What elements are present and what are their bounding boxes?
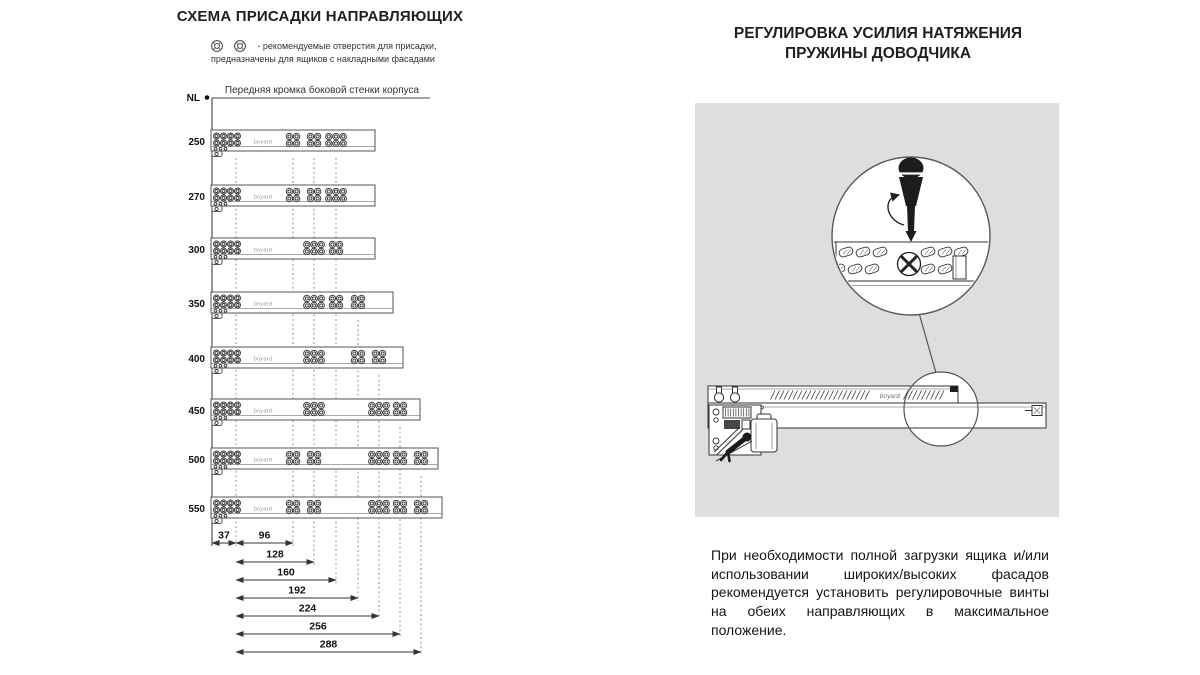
dimension-224 bbox=[236, 603, 379, 617]
right-title-line2: ПРУЖИНЫ ДОВОДЧИКА bbox=[784, 45, 972, 62]
slide-length-label: 400 bbox=[188, 354, 205, 365]
dimension-288 bbox=[236, 639, 421, 653]
upper-rail bbox=[708, 386, 958, 403]
brand-logo: boyard bbox=[253, 356, 273, 363]
adjustment-illustration bbox=[695, 103, 1059, 517]
slide-row-250 bbox=[188, 130, 375, 157]
brand-logo: boyard bbox=[253, 139, 273, 146]
slide-length-label: 350 bbox=[188, 299, 205, 310]
brand-logo: boyard bbox=[253, 457, 273, 464]
brand-logo: boyard bbox=[253, 247, 273, 254]
dimension-label: 288 bbox=[319, 638, 338, 651]
brand-logo: boyard bbox=[879, 394, 901, 400]
dimension-label: 192 bbox=[288, 584, 306, 597]
dimension-128 bbox=[236, 549, 314, 563]
slide-length-label: 300 bbox=[188, 245, 205, 256]
slide-length-label: 270 bbox=[188, 192, 205, 203]
slide-length-label: 450 bbox=[188, 406, 205, 417]
latch-block bbox=[724, 420, 740, 429]
brand-logo: boyard bbox=[253, 408, 273, 415]
dimension-label: 160 bbox=[277, 566, 295, 579]
slide-row-270 bbox=[188, 185, 375, 212]
dimension-37 bbox=[212, 530, 236, 544]
dimension-label: 224 bbox=[298, 602, 317, 615]
damper-housing bbox=[751, 419, 777, 452]
nl-bullet bbox=[205, 95, 210, 100]
legend-text-1: - рекомендуемые отверстия для присадки, bbox=[257, 41, 437, 51]
front-edge-label: Передняя кромка боковой стенки корпуса bbox=[224, 85, 420, 96]
dimension-192 bbox=[236, 585, 358, 599]
left-section-title: СХЕМА ПРИСАДКИ НАПРАВЛЯЮЩИХ bbox=[176, 8, 464, 25]
slide-row-400 bbox=[188, 347, 403, 374]
slide-row-500 bbox=[188, 448, 438, 475]
dimension-160 bbox=[236, 567, 336, 581]
rail-end-bracket bbox=[953, 256, 966, 279]
slide-length-label: 500 bbox=[188, 455, 205, 466]
brand-logo: boyard bbox=[253, 194, 273, 201]
slide-length-label: 550 bbox=[188, 504, 205, 515]
slide-row-350 bbox=[188, 292, 393, 319]
dimension-label: 256 bbox=[309, 620, 327, 633]
slide-row-550 bbox=[188, 497, 442, 524]
slide-row-300 bbox=[188, 238, 375, 265]
legend-text-2: предназначены для ящиков с накладными фасадами bbox=[211, 54, 435, 64]
right-title-line1: РЕГУЛИРОВКА УСИЛИЯ НАТЯЖЕНИЯ bbox=[733, 25, 1023, 42]
dimension-256 bbox=[236, 621, 400, 635]
dimension-label: 37 bbox=[218, 529, 230, 542]
dimension-label: 96 bbox=[258, 529, 271, 542]
slide-row-450 bbox=[188, 399, 420, 426]
slide-rows bbox=[188, 130, 442, 524]
dimension-label: 128 bbox=[266, 548, 284, 561]
dimension-lines bbox=[212, 530, 421, 653]
slide-length-label: 250 bbox=[188, 137, 205, 148]
nl-label: NL bbox=[186, 93, 200, 104]
brand-logo: boyard bbox=[253, 506, 273, 513]
front-edge-reference bbox=[187, 84, 430, 546]
brand-logo: boyard bbox=[253, 301, 273, 308]
rail-stop bbox=[950, 387, 958, 393]
dimension-96 bbox=[236, 530, 293, 544]
adjustment-note-text: При необходимости полной загрузки ящика и/или использовании широких/высоких фасадов рекомендуется установить регулировочные винты на обеих направляющих в максимальное положение. bbox=[711, 547, 1049, 638]
